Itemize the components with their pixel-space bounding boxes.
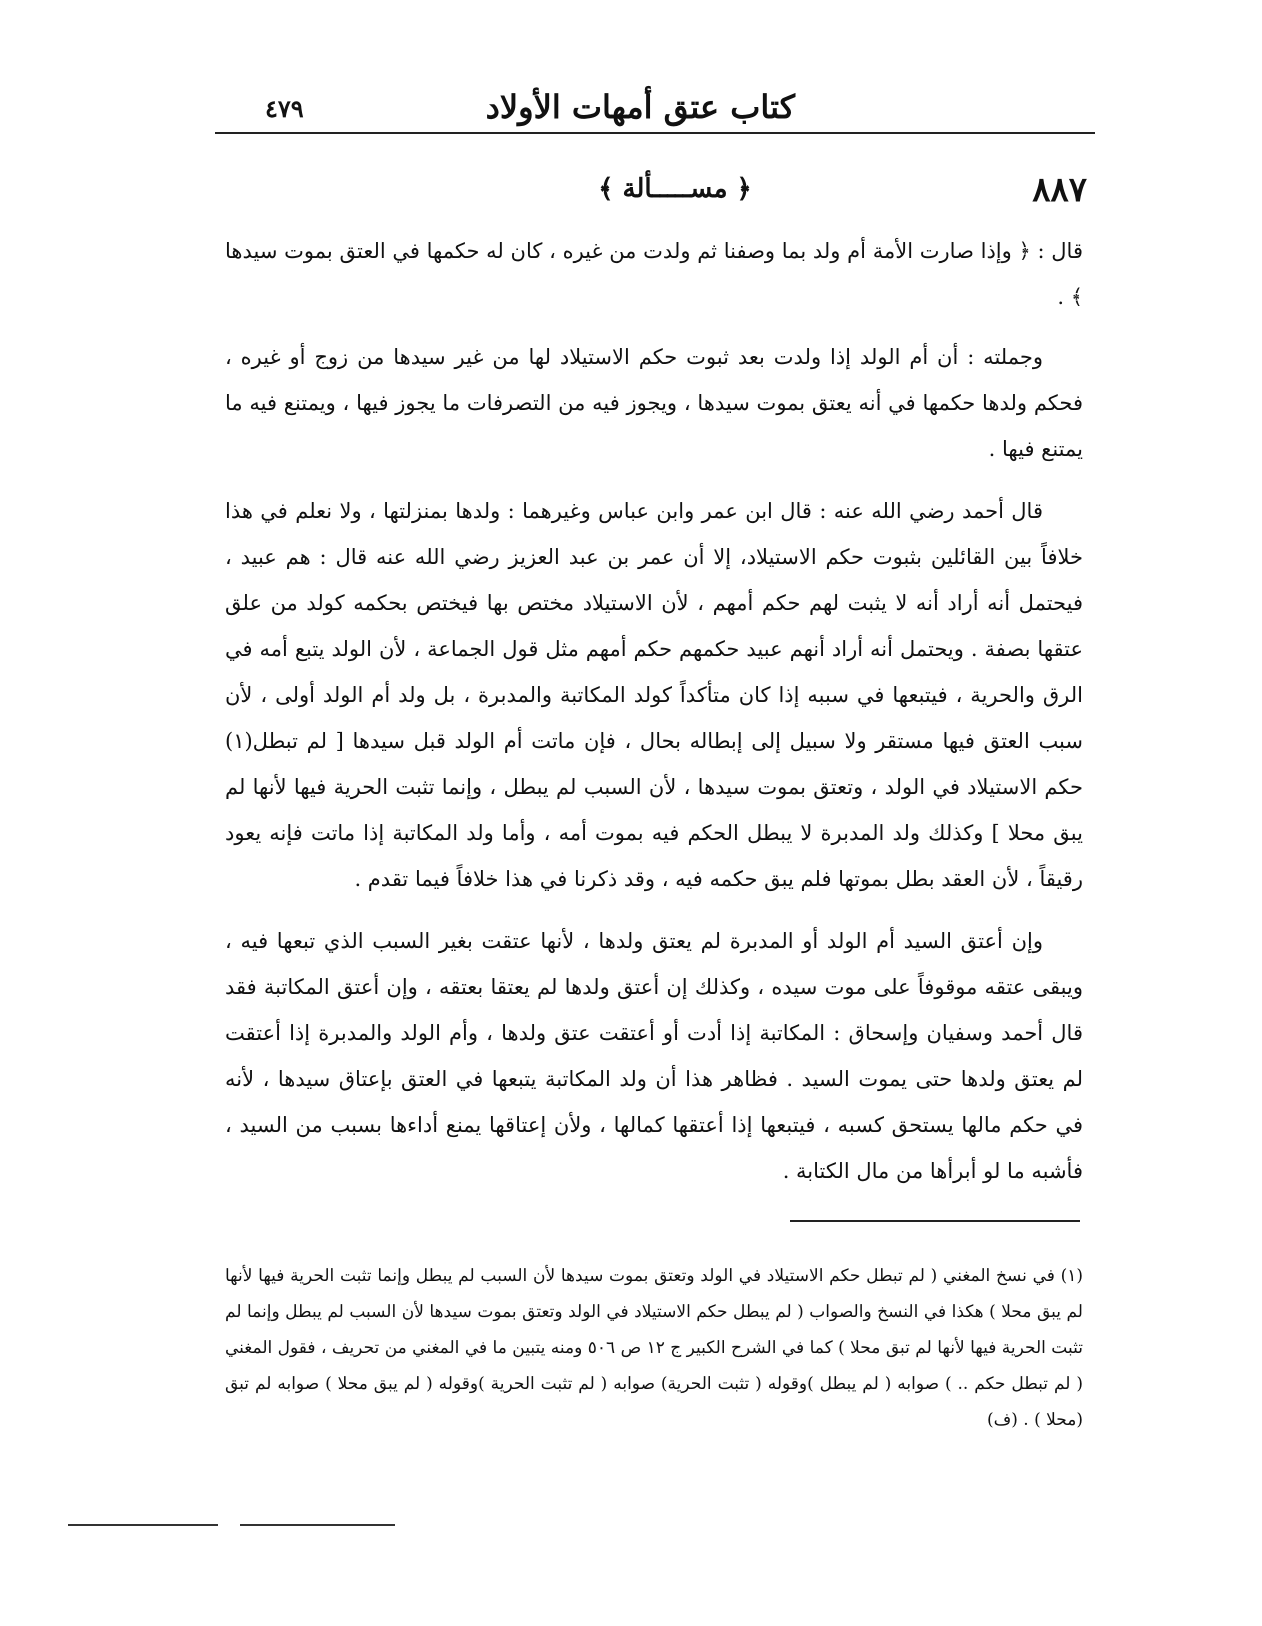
section-title: ﴿ مســـــألة ﴾ [598,174,752,204]
paragraph: وإن أعتق السيد أم الولد أو المدبرة لم يعتق ولدها ، لأنها عتقت بغير السبب الذي تبعها فيه ، ويبقى عتقه موقوفاً على موت سيده ، وكذلك إن أعتق ولدها لم يعتقا بعتقه ، وإن أعتق المكاتبة فقد قال أحمد وسفيان وإسحاق : المكاتبة إذا أدت أو أعتقت عتق ولدها ، وأم الولد والمدبرة إذا أعتقت لم يعتق ولدها حتى يموت السيد . فظاهر هذا أن ولد المكاتبة يتبعها في العتق بإعتاق سيدها ، لأنه في حكم مالها يستحق كسبه ، فيتبعها إذا أعتقها كمالها ، ولأن إعتاقها يمنع أداءها بسبب من السيد ، فأشبه ما لو أبرأها من مال الكتابة . [225,929,1083,1183]
running-title: كتاب عتق أمهات الأولاد [485,88,795,126]
page-header [225,80,1095,140]
bottom-rule [68,1524,218,1526]
paragraph: وجملته : أن أم الولد إذا ولدت بعد ثبوت حكم الاستيلاد لها من غير سيدها من زوج أو غيره ، فحكم ولدها حكمها في أنه يعتق بموت سيدها ، ويجوز فيه من التصرفات ما يجوز فيها ، ويمتنع فيه ما يمتنع فيها . [225,345,1083,461]
main-text [225,228,1083,1210]
bottom-rule [240,1524,395,1526]
footnote-rule [790,1220,1080,1222]
section-number: ٨٨٧ [1032,170,1087,210]
footnote: (١) في نسخ المغني ( لم تبطل حكم الاستيلاد في الولد وتعتق بموت سيدها لأن السبب لم يبطل وإنما تثبت الحرية فيها لأنها لم يبق محلا ) هكذا في النسخ والصواب ( لم يبطل حكم الاستيلاد في الولد وتعتق بموت سيدها لأن السبب لم يبطل وإنما لم تثبت الحرية فيها لأنها لم تبق محلا ) كما في الشرح الكبير ج ١٢ ص ٥٠٦ ومنه يتبين ما في المغني من تحريف ، فقول المغني ( لم تبطل حكم .. ) صوابه ( لم يبطل )وقوله ( تثبت الحرية) صوابه ( لم تثبت الحرية )وقوله ( لم يبق محلا ) صوابه لم تبق (محلا ) . (ف) [225,1266,1083,1430]
paragraph: قال : ﴿ وإذا صارت الأمة أم ولد بما وصفنا ثم ولدت من غيره ، كان له حكمها في العتق بموت سيدها ﴾ . [225,239,1083,309]
page-number: ٤٧٩ [265,94,304,123]
footnotes [225,1258,1083,1438]
paragraph: قال أحمد رضي الله عنه : قال ابن عمر وابن عباس وغيرهما : ولدها بمنزلتها ، ولا نعلم في هذا خلافاً بين القائلين بثبوت حكم الاستيلاد، إلا أن عمر بن عبد العزيز رضي الله عنه قال : هم عبيد ، فيحتمل أنه أراد أنه لا يثبت لهم حكم أمهم ، لأن الاستيلاد مختص بها فيختص بحكمه كولد من علق عتقها بصفة . ويحتمل أنه أراد أنهم عبيد حكمهم حكم أمهم مثل قول الجماعة ، لأن الولد يتبع أمه في الرق والحرية ، فيتبعها في سببه إذا كان متأكداً كولد المكاتبة والمدبرة ، بل ولد أم الولد أولى ، لأن سبب العتق فيها مستقر ولا سبيل إلى إبطاله بحال ، فإن ماتت أم الولد قبل سيدها [ لم تبطل(١) حكم الاستيلاد في الولد ، وتعتق بموت سيدها ، لأن السبب لم يبطل ، وإنما تثبت الحرية فيها لأنها لم يبق محلا ] وكذلك ولد المدبرة لا يبطل الحكم فيه بموت أمه ، وأما ولد المكاتبة إذا ماتت فإنه يعود رقيقاً ، لأن العقد بطل بموتها فلم يبق حكمه فيه ، وقد ذكرنا في هذا خلافاً فيما تقدم . [225,499,1083,891]
header-rule [215,132,1095,134]
section-heading [225,168,1095,216]
